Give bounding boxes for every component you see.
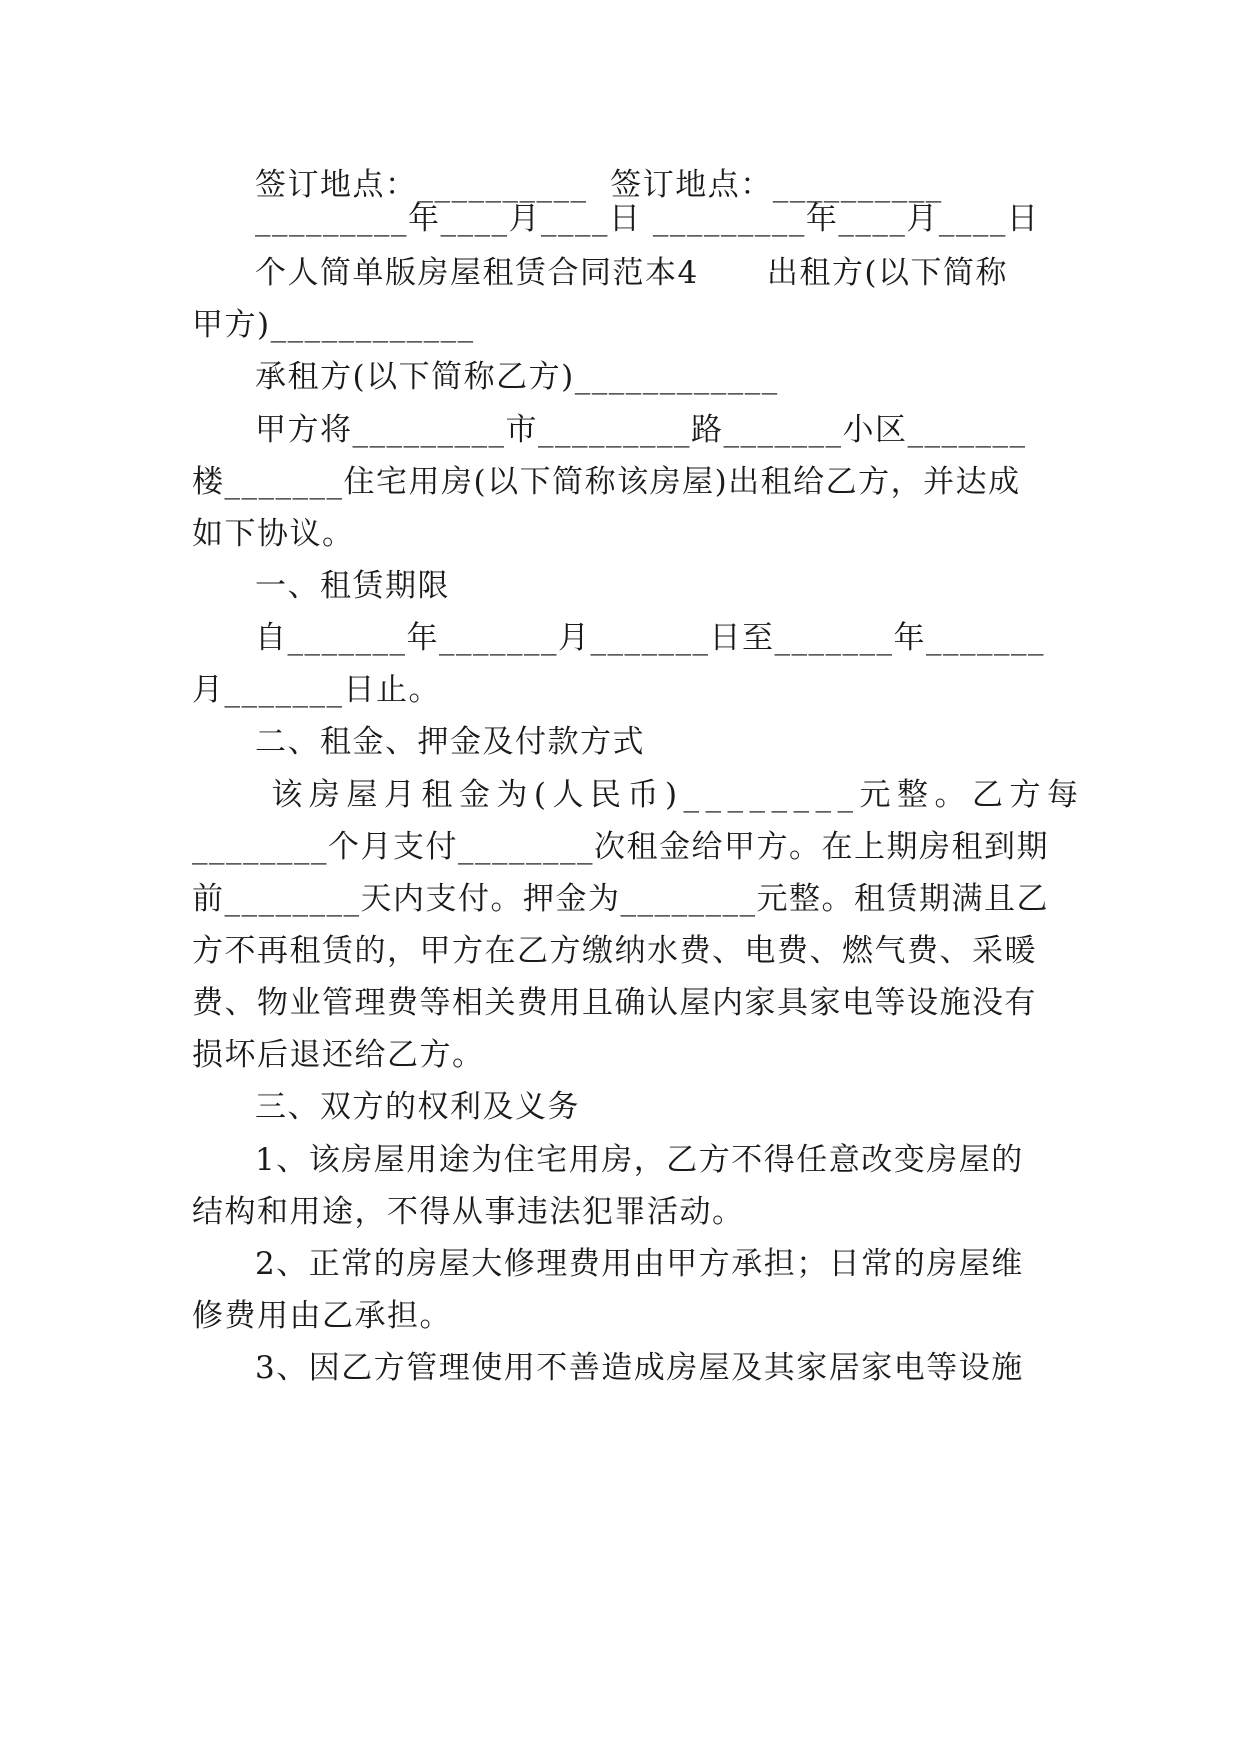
lease-term-end-line: 月_______日止。: [192, 672, 441, 708]
deposit-refund-line-3: 损坏后退还给乙方。: [192, 1037, 485, 1073]
deposit-refund-line-2: 费、物业管理费等相关费用且确认屋内家具家电等设施没有: [192, 985, 1037, 1021]
section-heading-lease-term: 一、租赁期限: [255, 568, 450, 604]
clause-1-line-2: 结构和用途，不得从事违法犯罪活动。: [192, 1194, 745, 1230]
agreement-intro-line: 如下协议。: [192, 516, 355, 552]
section-heading-rights-obligations: 三、双方的权利及义务: [255, 1089, 580, 1125]
clause-3-line-1: 3、因乙方管理使用不善造成房屋及其家居家电等设施: [255, 1350, 1024, 1386]
signing-place-line: 签订地点：__________ 签订地点：__________: [255, 167, 943, 203]
contract-title-line: 个人简单版房屋租赁合同范本4 出租方(以下简称: [255, 255, 1008, 291]
lease-term-line: 自_______年_______月_______日至_______年_______: [255, 620, 1045, 656]
lessee-line: 承租方(以下简称乙方)____________: [255, 359, 779, 395]
deposit-line: 前________天内支付。押金为________元整。租赁期满且乙: [192, 881, 1049, 917]
rent-amount-line: 该房屋月租金为(人民币)________元整。乙方每: [255, 777, 1085, 813]
section-heading-rent-deposit: 二、租金、押金及付款方式: [255, 724, 645, 760]
deposit-refund-line-1: 方不再租赁的，甲方在乙方缴纳水费、电费、燃气费、采暖: [192, 933, 1037, 969]
clause-2-line-1: 2、正常的房屋大修理费用由甲方承担；日常的房屋维: [255, 1246, 1024, 1282]
property-usage-line: 楼_______住宅用房(以下简称该房屋)出租给乙方，并达成: [192, 464, 1021, 500]
signing-date-line: _________年____月____日 _________年____月____日: [255, 201, 1040, 237]
rent-payment-line: ________个月支付________次租金给甲方。在上期房租到期: [192, 829, 1049, 865]
clause-2-line-2: 修费用由乙承担。: [192, 1298, 452, 1334]
clause-1-line-1: 1、该房屋用途为住宅用房，乙方不得任意改变房屋的: [255, 1142, 1024, 1178]
property-address-line: 甲方将_________市_________路_______小区_______: [255, 412, 1027, 448]
lessor-line: 甲方)____________: [192, 307, 475, 343]
